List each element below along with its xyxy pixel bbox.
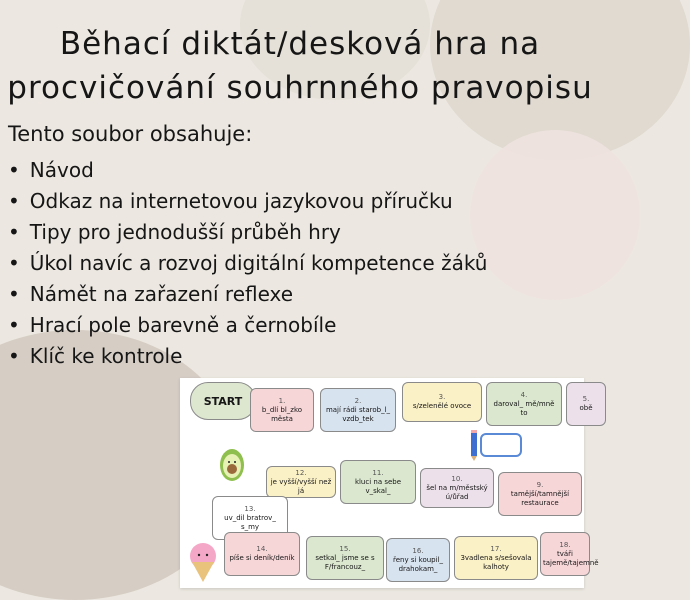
cell-number: 16. bbox=[412, 546, 424, 555]
list-item: • Námět na zařazení reflexe bbox=[8, 279, 487, 310]
cell-number: 1. bbox=[278, 396, 286, 405]
cell-text: obě bbox=[579, 404, 593, 412]
board-cell-17 bbox=[454, 536, 538, 580]
board-cell-5 bbox=[566, 382, 606, 426]
cell-number: 12. bbox=[295, 468, 307, 477]
background-blob bbox=[470, 130, 640, 300]
cell-number: 17. bbox=[490, 544, 502, 553]
board-cell-4 bbox=[486, 382, 562, 426]
list-item: • Klíč ke kontrole bbox=[8, 341, 487, 372]
contents-heading: Tento soubor obsahuje: bbox=[8, 122, 253, 146]
list-item: • Úkol navíc a rozvoj digitální kompetence žáků bbox=[8, 248, 487, 279]
ice-cream-icon bbox=[186, 540, 220, 584]
list-item: • Odkaz na internetovou jazykovou příručku bbox=[8, 186, 487, 217]
cell-text: kluci na sebe v_skal_ bbox=[354, 477, 402, 495]
start-field: START bbox=[190, 382, 256, 420]
cell-number: 5. bbox=[582, 395, 590, 403]
cell-text: 3vadlena s/sešovala kalhoty bbox=[460, 553, 532, 571]
cell-text: píše si deník/deník bbox=[229, 554, 295, 562]
game-board-preview bbox=[180, 378, 599, 588]
cell-text: uv_dil bratrov_ s_my bbox=[224, 513, 276, 531]
cell-text: šel na m/městský ú/ůřad bbox=[426, 483, 488, 501]
board-cell-1 bbox=[250, 388, 314, 432]
cell-number: 10. bbox=[451, 474, 463, 483]
board-cell-3 bbox=[402, 382, 482, 422]
cell-number: 13. bbox=[244, 504, 256, 513]
pencil-icon bbox=[465, 428, 525, 462]
cell-number: 2. bbox=[354, 396, 362, 405]
list-item: • Hrací pole barevně a černobíle bbox=[8, 310, 487, 341]
cell-number: 9. bbox=[536, 480, 544, 489]
board-cell-18 bbox=[540, 532, 599, 576]
title-line-2: procvičování souhrnného pravopisu bbox=[7, 70, 593, 106]
cell-number: 4. bbox=[520, 390, 528, 399]
board-cell-2 bbox=[320, 388, 396, 432]
board-cell-16 bbox=[386, 538, 450, 582]
list-item: • Tipy pro jednodušší průběh hry bbox=[8, 217, 487, 248]
cell-text: tamější/tamnější restaurace bbox=[510, 489, 570, 507]
cell-number: 18. bbox=[559, 540, 571, 549]
board-cell-10 bbox=[420, 468, 494, 508]
cell-number: 3. bbox=[438, 393, 446, 401]
cell-number: 11. bbox=[372, 468, 384, 477]
cell-text: s/zelenělé ovoce bbox=[412, 402, 472, 410]
cell-text: je vyšší/vyšší než já bbox=[270, 477, 332, 495]
board-cell-15 bbox=[306, 536, 384, 580]
board-cell-9 bbox=[498, 472, 582, 516]
cell-text: mají rádi starob_l_ vzdb_tek bbox=[325, 405, 391, 423]
cell-text: řeny si koupil_ drahokam_ bbox=[392, 555, 443, 573]
page-title bbox=[0, 22, 600, 110]
avocado-icon bbox=[218, 444, 246, 482]
cell-text: tváři tajemě/tajemně bbox=[543, 549, 599, 567]
contents-list bbox=[8, 155, 487, 372]
board-cell-14 bbox=[224, 532, 300, 576]
list-item: • Návod bbox=[8, 155, 487, 186]
title-line-1: Běhací diktát/desková hra na bbox=[59, 26, 541, 62]
cell-number: 14. bbox=[256, 545, 268, 553]
cell-number: 15. bbox=[339, 544, 351, 553]
cell-text: setkal_ jsme se s F/francouz_ bbox=[315, 553, 375, 571]
board-cell-11 bbox=[340, 460, 416, 504]
cell-text: b_dlí bl_zko města bbox=[261, 405, 303, 423]
board-cell-12 bbox=[266, 466, 336, 498]
cell-text: daroval_ mě/mně to bbox=[493, 399, 555, 417]
